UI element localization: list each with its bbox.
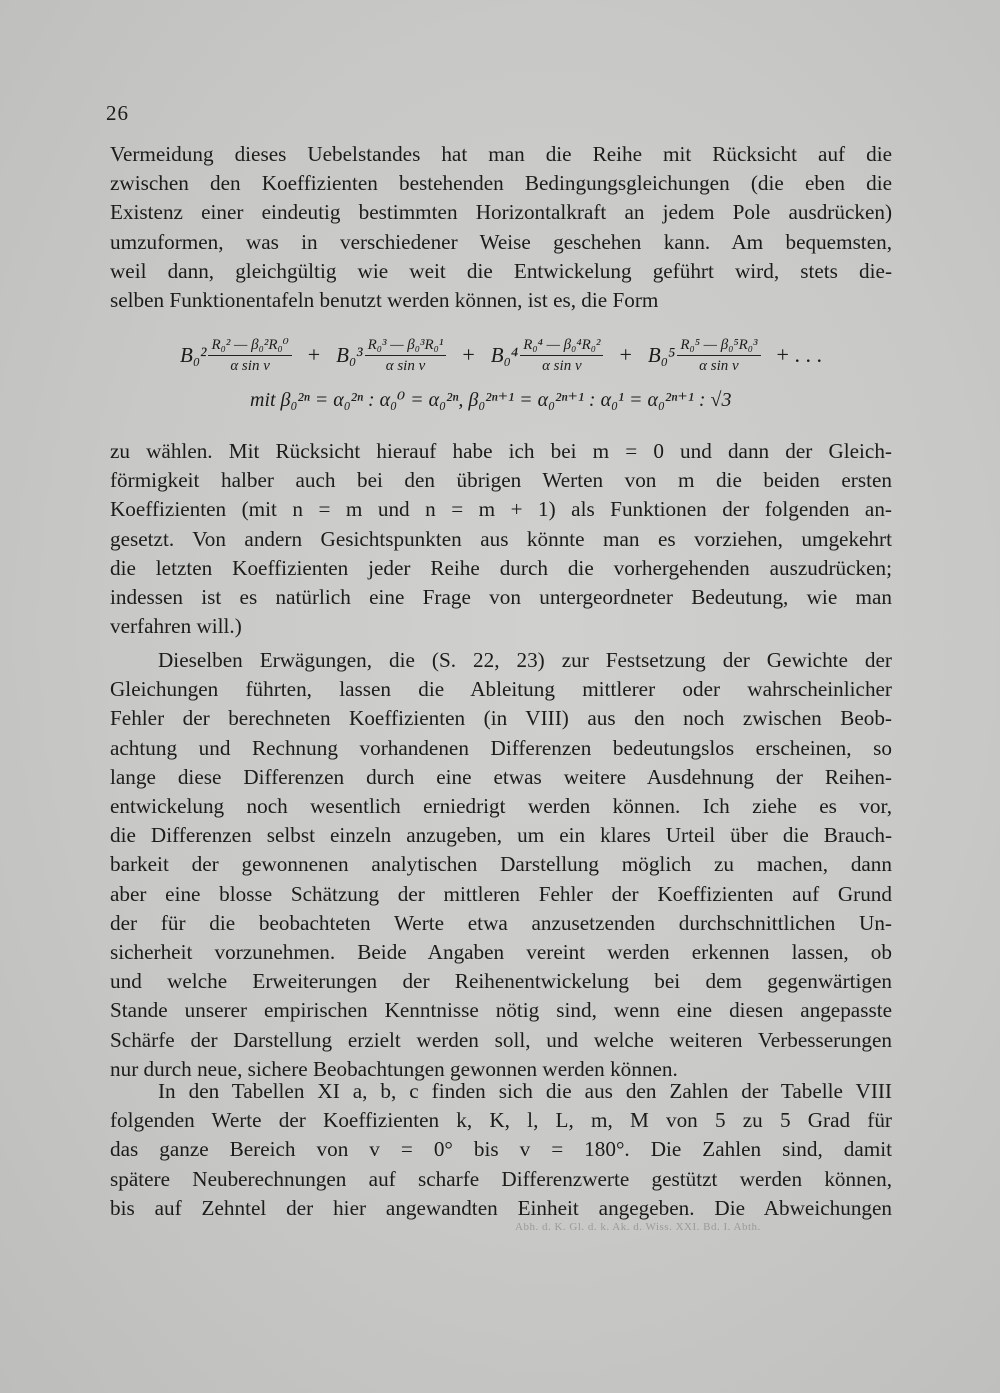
fraction-denominator: α sin v: [542, 357, 582, 374]
text-line: barkeit der gewonnenen analytischen Darstellung möglich zu machen, dann: [110, 852, 892, 877]
fraction-numerator: R₀⁵ — β₀⁵R₀³: [677, 336, 760, 356]
plus-sign: +: [462, 342, 475, 367]
text-line: und welche Erweiterungen der Reihenentwickelung bei dem gegenwärtigen: [110, 969, 892, 994]
text-line: sicherheit vorzunehmen. Beide Angaben vereint werden erkennen lassen, ob: [110, 940, 892, 965]
text-line: folgenden Werte der Koeffizienten k, K, l, L, m, M von 5 zu 5 Grad für: [110, 1108, 892, 1133]
text-line: Dieselben Erwägungen, die (S. 22, 23) zur Festsetzung der Gewichte der: [158, 648, 892, 672]
text-line: Existenz einer eindeutig bestimmten Horizontalkraft an jedem Pole ausdrücken): [110, 200, 892, 225]
text-line: entwickelung noch wesentlich erniedrigt werden können. Ich ziehe es vor,: [110, 794, 892, 819]
fraction-numerator: R₀² — β₀²R₀⁰: [208, 336, 291, 356]
text-line: Schärfe der Darstellung erzielt werden soll, und welche weiteren Verbesserungen: [110, 1027, 892, 1052]
text-line: der für die beobachteten Werte etwa anzusetzenden durchschnittlichen Un-: [110, 910, 892, 935]
formula-coefficient: B₀⁵: [647, 342, 676, 367]
text-line: das ganze Bereich von v = 0° bis v = 180°. Die Zahlen sind, damit: [110, 1137, 892, 1162]
fraction-numerator: R₀⁴ — β₀⁴R₀²: [520, 336, 603, 356]
text-line: Vermeidung dieses Uebelstandes hat man die Reihe mit Rücksicht auf die: [110, 142, 892, 166]
text-line: Gleichungen führten, lassen die Ableitung mittlerer oder wahrscheinlicher: [110, 677, 892, 702]
text-line: Koeffizienten (mit n = m und n = m + 1) als Funktionen der folgenden an-: [110, 497, 892, 522]
text-line: förmigkeit halber auch bei den übrigen Werten von m die beiden ersten: [110, 468, 892, 493]
formula-fraction: [208, 336, 291, 375]
text-line: die letzten Koeffizienten jeder Reihe durch die vorhergehenden auszudrücken;: [110, 555, 892, 580]
series-formula: [180, 330, 840, 380]
formula-term: [648, 336, 761, 375]
fraction-denominator: α sin v: [699, 357, 739, 374]
text-line: umzuformen, was in verschiedener Weise geschehen kann. Am bequemsten,: [110, 229, 892, 254]
fraction-denominator: α sin v: [385, 357, 426, 374]
fraction-numerator: R₀³ — β₀³R₀¹: [365, 336, 447, 356]
formula-fraction: [520, 336, 603, 375]
formula-term: [336, 336, 446, 375]
text-line: Fehler der berechneten Koeffizienten (in VIII) aus den noch zwischen Beob-: [110, 706, 892, 731]
text-line: verfahren will.): [110, 614, 242, 639]
text-line: zu wählen. Mit Rücksicht hierauf habe ich bei m = 0 und dann der Gleich-: [110, 439, 892, 463]
text-line: indessen ist es natürlich eine Frage von untergeordneter Bedeutung, wie man: [110, 585, 892, 610]
formula-coefficient: B₀⁴: [490, 342, 519, 367]
paragraph-3: [110, 646, 892, 1084]
formula-fraction: [365, 336, 447, 375]
text-line: In den Tabellen XI a, b, c finden sich die aus den Zahlen der Tabelle VIII: [158, 1079, 892, 1103]
text-line: selben Funktionentafeln benutzt werden können, ist es, die Form: [110, 288, 659, 313]
text-line: aber eine blosse Schätzung der mittleren Fehler der Koeffizienten auf Grund: [110, 881, 892, 906]
text-line: bis auf Zehntel der hier angewandten Einheit angegeben. Die Abweichungen: [110, 1195, 892, 1220]
plus-sign: +: [307, 342, 321, 367]
text-line: spätere Neuberechnungen auf scharfe Differenzwerte gestützt werden können,: [110, 1166, 892, 1191]
formula-term: [491, 336, 604, 375]
text-line: nur durch neue, sichere Beobachtungen gewonnen werden können.: [110, 1056, 678, 1081]
text-line: Stande unserer empirischen Kenntnisse nötig sind, wenn eine diesen angepasste: [110, 998, 892, 1023]
paragraph-2: [110, 437, 892, 641]
fraction-denominator: α sin v: [230, 357, 270, 374]
text-line: weil dann, gleichgültig wie weit die Entwickelung geführt wird, stets die-: [110, 258, 892, 283]
text-line: zwischen den Koeffizienten bestehenden Bedingungsgleichungen (die eben die: [110, 171, 892, 196]
footer-note: Abh. d. K. Gl. d. k. Ak. d. Wiss. XXI. Bd. I. Abth.: [515, 1221, 761, 1233]
plus-sign: +: [619, 342, 632, 367]
formula-coefficient: B₀³: [336, 342, 363, 367]
text-line: gesetzt. Von andern Gesichtspunkten aus könnte man es vorziehen, umgekehrt: [110, 526, 892, 551]
text-line: achtung und Rechnung vorhandenen Differenzen bedeutungslos erscheinen, so: [110, 735, 892, 760]
formula-condition: mit β₀²ⁿ = α₀²ⁿ : α₀⁰ = α₀²ⁿ, β₀²ⁿ⁺¹ = α₀²ⁿ⁺¹ : α₀¹ = α₀²ⁿ⁺¹ : √3: [250, 389, 732, 411]
text-line: lange diese Differenzen durch eine etwas weitere Ausdehnung der Reihen-: [110, 764, 892, 789]
paragraph-1: [110, 140, 892, 315]
formula-fraction: [677, 336, 760, 375]
series-ellipsis: + . . .: [776, 342, 822, 367]
formula-coefficient: B₀²: [180, 342, 207, 367]
paragraph-4: [110, 1077, 892, 1223]
formula-term: [180, 336, 292, 375]
text-line: die Differenzen selbst einzeln anzugeben, um ein klares Urteil über die Brauch-: [110, 823, 892, 848]
page-number: 26: [106, 101, 129, 125]
